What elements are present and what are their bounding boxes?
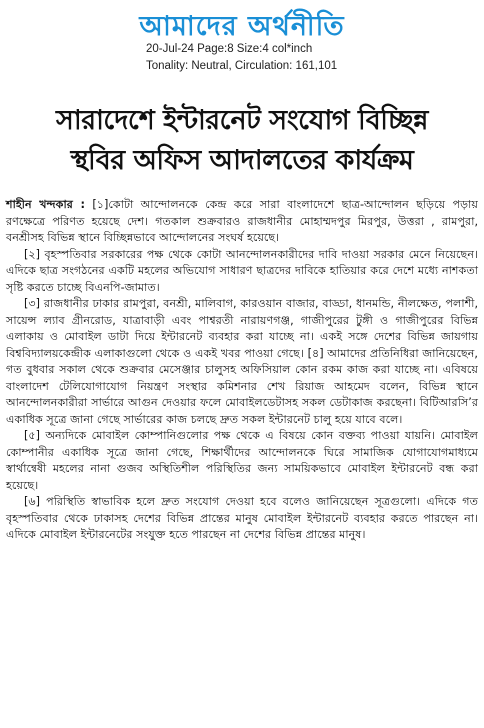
paragraph-text: [১]কোটা আন্দোলনকে কেন্দ্র করে সারা বাংলাদেশে ছাত্র-আন্দোলন ছড়িয়ে পড়ায় রণক্ষেত্রে পরিণত হয়েছে দেশ। গতকাল শুক্রবারও রাজধানীর মোহাম্মদপুর মিরপুর, উত্তরা , রামপুরা, বনশ্রীসহ বিভিন্ন স্থানে বিচ্ছিন্নভাবে আন্দোলনের সংঘর্ষ হয়েছে।: [6, 198, 478, 244]
clipping-meta-tonality: Tonality: Neutral, Circulation: 161,101: [146, 60, 338, 72]
article-paragraph-2: [২] বৃহস্পতিবার সরকারের পক্ষ থেকে কোটা আনন্দোলনকারীদের দাবি দাওয়া সরকার মেনে নিয়েছেন। এদিকে ছাত্র সংগঠনের একটি মহলের অভিযোগ সাধারণ ছাত্রদের দাবিকে হাতিয়ার করে দেশে মধ্যে নাশকতা সৃষ্টি করতে চাচ্ছে বিএনপি-জামাত।: [6, 247, 478, 294]
byline: শাহীন খন্দকার :: [6, 198, 86, 211]
article-paragraph-1: [6, 197, 478, 247]
newspaper-masthead: আমাদের অর্থনীতি: [139, 11, 345, 42]
headline-line-2: স্থবির অফিস আদালতের কার্যক্রম: [70, 145, 414, 176]
clipping-meta-date-page: 20-Jul-24 Page:8 Size:4 col*inch: [146, 43, 313, 55]
article-paragraph-4: [৫] অন্যদিকে মোবাইল কোম্পানিগুলোর পক্ষ থেকে এ বিষয়ে কোন বক্তব্য পাওয়া যায়নি। মোবাইল কোম্পানীর একাধিক সূত্রে জানা গেছে, শিক্ষার্থীদের আন্দোলনকে ঘিরে সামাজিক যোগাযোগমাধ্যমে স্বার্থান্বেষী মহলের নানা গুজব অস্থিতিশীল পরিস্থিতির জন্য সাময়িকভাবে মোবাইল ইন্টারনেট বন্ধ করা হয়েছে।: [6, 429, 478, 492]
headline-line-1: সারাদেশে ইন্টারনেট সংযোগ বিচ্ছিন্ন: [56, 105, 428, 136]
article-paragraph-3: [৩] রাজধানীর ঢাকার রামপুরা, বনশ্রী, মালিবাগ, কারওয়ান বাজার, বাড্ডা, ধানমন্ডি, নীলক্ষেত, পলাশী, সায়েন্স ল্যাব গ্রীনরোড, যাত্রাবাড়ী এবং পাশ্বরতী নারায়ণগঞ্জ, গাজীপুরের টুঙ্গী ও গাজীপুরের বিভিন্ন এলাকায় ও মোবাইল ডাটা দিয়ে ইন্টারনেট ব্যবহার করা যাচ্ছে না। একই সঙ্গে দেশের বিভিন্ন জায়গায় বিশ্ববিদ্যালয়কেন্দ্রীক এলাকাগুলো থেকে ও একই খবর পাওয়া গেছে। [৪] আমাদের প্রতিনিধিরা জানিয়েছেন, গত বুধবার সকাল থেকে শুক্রবার মেসেঞ্জার চালুসহ অফিসিয়াল কোন রকম কাজ করা যাচ্ছে না। এবিষয়ে বাংলাদেশ টেলিযোগাযোগ নিয়ন্ত্রণ সংস্থার কমিশনার শেখ রিয়াজ আহমেদ বলেন, বিভিন্ন স্থানে আনন্দোলনকারীরা সার্ভারে আগুন দেওয়ার ফলে মোবাইলডেটাসহ সকল ডেটাকাজ করছেনা। বিটিআরসি’র একাধিক সূত্রে জানা গেছে সার্ভারের কাজ চলছে দ্রুত সকল ইন্টারনেট চালু হয়ে যাবে বলে।: [6, 297, 478, 426]
article-paragraph-5: [৬] পরিস্থিতি স্বাভাবিক হলে দ্রুত সংযোগ দেওয়া হবে বলেও জানিয়েছেন সূত্রগুলো। এদিকে গত বৃহস্পতিবার থেকে ঢাকাসহ দেশের বিভিন্ন প্রান্তের মানুষ মোবাইল ইন্টারনেট ব্যবহার করতে পারছেন না। এদিকে মোবাইল ইন্টারনেটের সংযুক্ত হতে পারছেন না দেশের বিভিন্ন প্রান্তের মানুষ।: [6, 495, 478, 541]
article-body: [6, 197, 478, 544]
